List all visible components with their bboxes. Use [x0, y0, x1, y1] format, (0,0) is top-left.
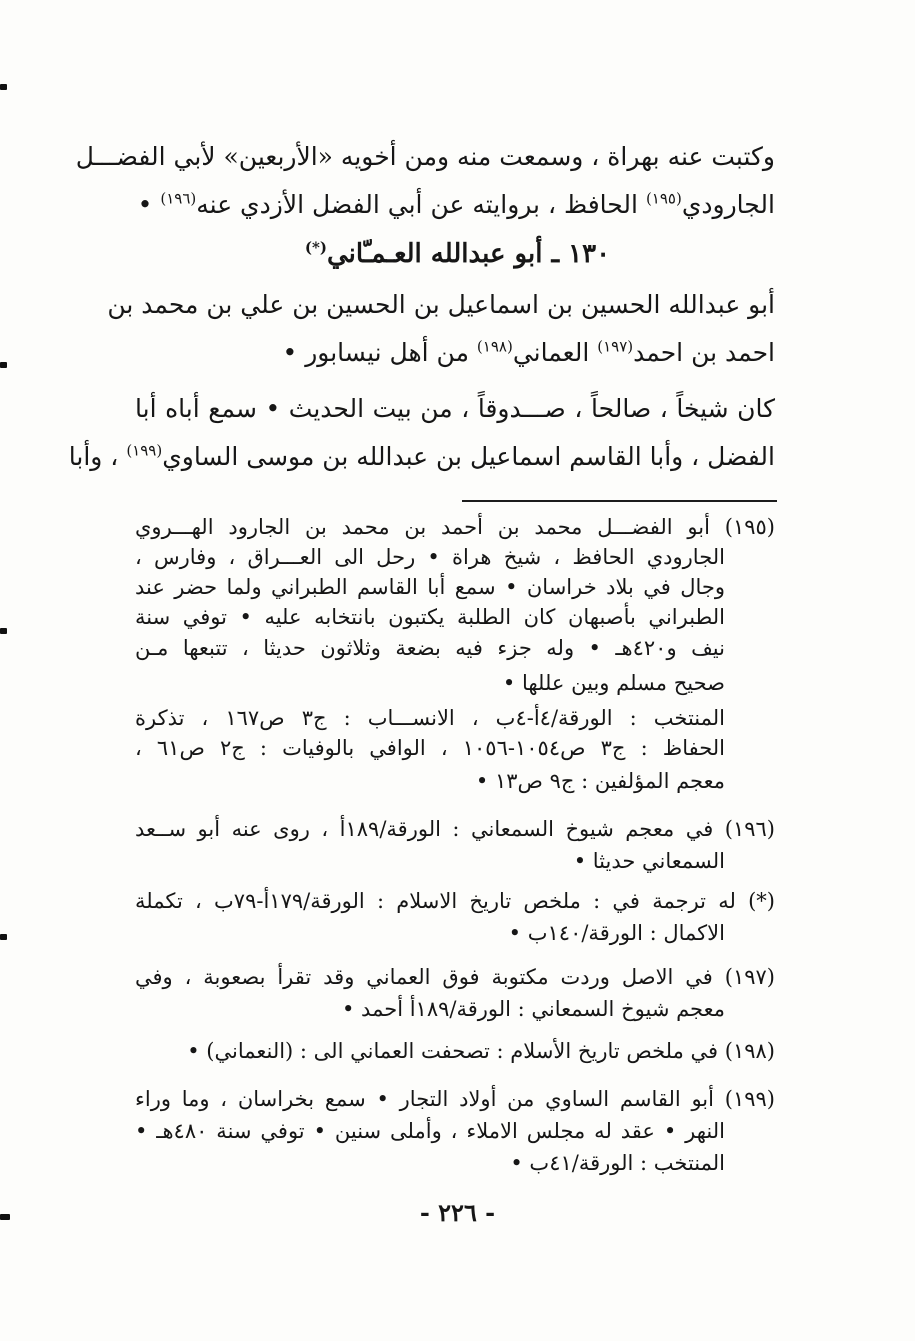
footnote-196-line-1: (١٩٦) في معجم شيوخ السمعاني : الورقة/١٨٩أ ، روى عنه أبو ســعد	[135, 817, 775, 841]
footnote-197-line-2: معجم شيوخ السمعاني : الورقة/١٨٩أ أحمد •	[341, 997, 725, 1021]
scan-margin-mark	[0, 934, 7, 940]
footnote-star-line-1: (*) له ترجمة في : ملخص تاريخ الاسلام : الورقة/١٧٩أ-٧٩ب ، تكملة	[135, 889, 775, 913]
scan-margin-mark	[0, 628, 7, 634]
body-line-3: أبو عبدالله الحسين بن اسماعيل بن الحسين بن علي بن محمد بن	[107, 290, 775, 319]
footnote-199-line-1: (١٩٩) أبو القاسم الساوي من أولاد التجار • سمع بخراسان ، وما وراء	[135, 1087, 775, 1111]
body-text: الحافظ ، بروايته عن أبي الفضل الأزدي عنه	[196, 190, 638, 219]
body-line-1: وكتبت عنه بهراة ، وسمعت منه ومن أخويه «الأربعين» لأبي الفضـــل	[75, 142, 775, 171]
footnote-196-line-2: السمعاني حديثا •	[573, 849, 725, 873]
scan-margin-mark	[0, 1214, 10, 1220]
footnote-195-line-2: الجارودي الحافظ ، شيخ هراة • رحل الى العـــراق ، وفارس ،	[135, 545, 725, 569]
scan-margin-mark	[0, 84, 7, 90]
scan-margin-mark	[0, 362, 7, 368]
footnote-195-line-4: الطبراني بأصبهان كان الطلبة يكتبون بانتخابه عليه • توفي سنة	[135, 605, 725, 629]
footnote-195-line-9: معجم المؤلفين : ج٩ ص١٣ •	[475, 769, 725, 793]
footnote-198-line-1: (١٩٨) في ملخص تاريخ الأسلام : تصحفت العماني الى : (النعماني) •	[187, 1039, 775, 1063]
footnote-199-line-3: المنتخب : الورقة/٤١ب •	[510, 1151, 725, 1175]
footnote-ref: (١٩٧)	[597, 337, 634, 356]
footnote-195-line-1: (١٩٥) أبو الفضـــل محمد بن أحمد بن محمد بن الجارود الهـــروي	[135, 515, 775, 539]
body-text: من أهل نيسابور •	[282, 338, 469, 367]
footnote-ref: (١٩٩)	[126, 441, 163, 460]
body-text: العماني	[512, 338, 590, 367]
entry-heading-text: ١٣٠ ـ أبو عبدالله العـمـّاني	[326, 239, 611, 269]
page-number: - ٢٢٦ -	[419, 1198, 496, 1227]
footnote-star-line-2: الاكمال : الورقة/١٤٠ب •	[508, 921, 725, 945]
footnote-ref: (١٩٥)	[645, 189, 682, 208]
footnote-195-line-7: المنتخب : الورقة/٤أ-٤ب ، الانســـاب : ج٣ ص١٦٧ ، تذكرة	[135, 706, 725, 730]
footnote-195-line-8: الحفاظ : ج٣ ص١٠٥٤-١٠٥٦ ، الوافي بالوفيات : ج٢ ص٦١ ،	[135, 736, 725, 760]
footnote-ref: (١٩٨)	[476, 337, 513, 356]
body-text: احمد بن احمد	[633, 338, 775, 367]
body-line-5: كان شيخاً ، صالحاً ، صـــدوقاً ، من بيت الحديث • سمع أباه أبا	[135, 394, 775, 423]
body-text: الفضل ، وأبا القاسم اسماعيل بن عبدالله بن موسى الساوي	[162, 442, 775, 471]
footnote-195-line-5: نيف و٤٢٠هـ • وله جزء فيه بضعة وثلاثون حديثا ، تتبعها مـن	[135, 636, 725, 660]
footnote-197-line-1: (١٩٧) في الاصل وردت مكتوبة فوق العماني وقد تقرأ بصعوبة ، وفي	[135, 965, 775, 989]
footnote-199-line-2: النهر • عقد له مجلس الاملاء ، وأملى سنين • توفي سنة ٤٨٠هـ •	[135, 1119, 725, 1143]
body-text: ، وأبا	[68, 442, 119, 471]
body-line-6	[68, 440, 775, 474]
footnote-195-line-3: وجال في بلاد خراسان • سمع أبا القاسم الطبراني ولما حضر عند	[135, 575, 725, 599]
footnote-ref: (*)	[304, 238, 327, 257]
footnote-195-line-6: صحيح مسلم وبين عللها •	[502, 671, 725, 695]
body-line-2	[135, 188, 775, 222]
footnote-divider	[462, 500, 777, 502]
body-word: الجارودي	[681, 190, 775, 219]
body-text: •	[137, 190, 153, 219]
entry-heading	[0, 236, 915, 272]
footnote-ref: (١٩٦)	[160, 189, 197, 208]
body-line-4	[135, 336, 775, 370]
